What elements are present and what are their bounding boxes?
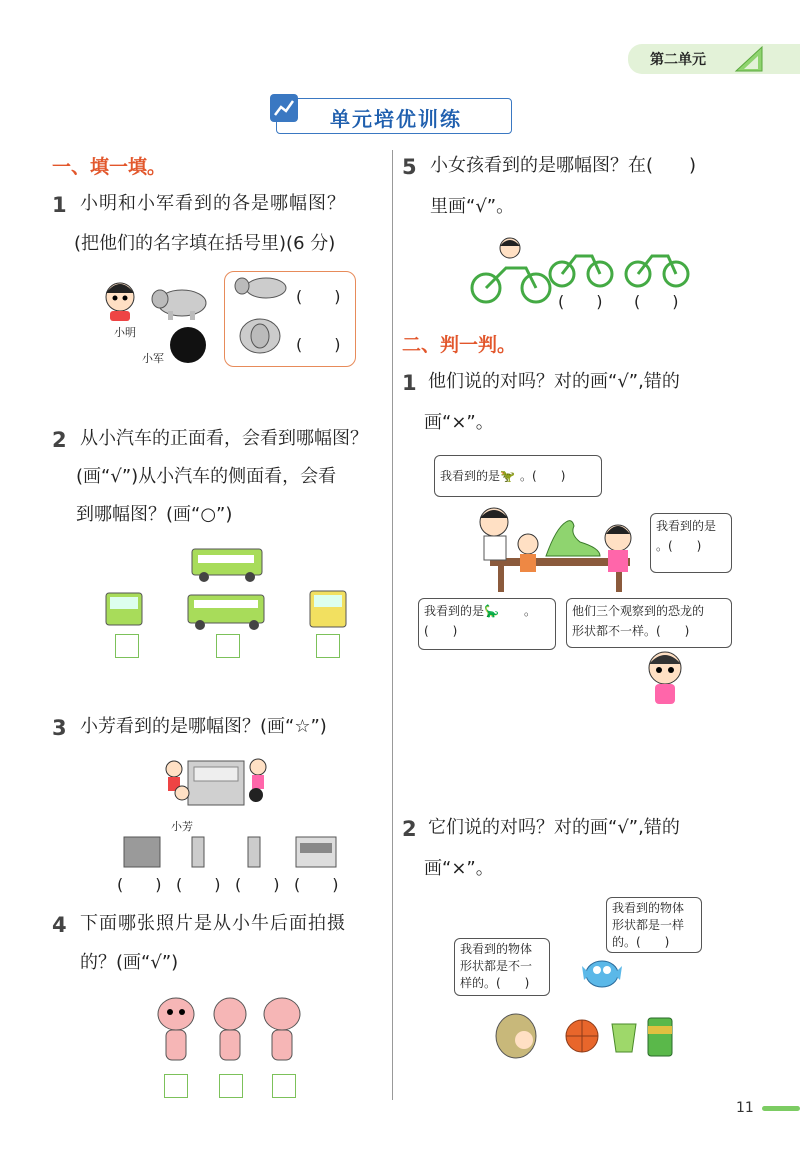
bubble-a-text: 我看到的是 [440,469,501,483]
car-front-view [106,593,142,625]
car-side-top [192,549,262,582]
s2-q1-bubble-d [566,598,732,648]
column-divider [392,150,393,1100]
bubble-c-end: 。 [524,604,537,618]
bubble-a-paren[interactable]: 。( ) [520,469,566,483]
calf-side [214,998,246,1060]
section-2-heading: 二、判一判。 [402,334,517,356]
q1-number: 1 [52,193,67,217]
name-xiaofang: 小芳 [171,820,193,833]
q2-line2: (画“√”)从小汽车的侧面看，会看 [76,466,337,487]
q2-line3: 到哪幅图？(画“○”) [76,504,233,525]
bird-icon [578,950,628,994]
section-1-heading: 一、填一填。 [52,156,167,178]
can-icon [648,1018,672,1056]
q1-line1: 小明和小军看到的各是哪幅图？ [80,193,346,214]
s2-q1-bubble-a [434,455,602,497]
q3-line1: 小芳看到的是哪幅图？(画“☆”) [80,716,327,737]
q4-line1: 下面哪张照片是从小牛后面拍摄 [80,913,346,934]
bike-option-1 [550,256,612,286]
bubble-c-text: 我看到的是 [424,604,485,618]
name-xiaoming: 小明 [114,326,136,339]
q3-paren-2[interactable]: ( ) [176,875,221,894]
q3-paren-3[interactable]: ( ) [235,875,280,894]
bubble-b-line2: 形状都是不一 [460,959,533,973]
s2-q1-bubble-b [650,513,732,573]
s2-q1-bubble-c [418,598,556,650]
bubble-a-line2: 形状都是一样 [612,918,685,932]
car-side-view [188,595,264,630]
ruler-deco-icon [734,45,764,73]
name-xiaojun: 小军 [142,352,164,365]
bubble-c-paren[interactable]: ( ) [424,624,458,638]
q2-line1: 从小汽车的正面看，会看到哪幅图？ [80,428,368,449]
s2-q1-line1: 他们说的对吗？对的画“√”,错的 [428,371,680,392]
q4-number: 4 [52,913,67,937]
q2-car-illustration [100,545,365,635]
q4-answer-box-3[interactable] [272,1074,296,1098]
bubble-d-line2[interactable]: 形状都不一样。( ) [572,624,690,638]
s2-q2-number: 2 [402,817,417,841]
elephant-options-icon [230,274,290,364]
q1-line2: (把他们的名字填在括号里)(6 分) [74,233,336,254]
car-back-view [310,591,346,627]
q3-piano-illustration [160,755,275,817]
q3-number: 3 [52,716,67,740]
fairy-mascot-illustration [640,646,690,712]
bubble-d-line1: 他们三个观察到的恐龙的 [572,604,705,618]
girl-on-bike [472,238,550,302]
s2-q2-line2: 画“×”。 [424,858,494,879]
bubble-b-line1: 我看到的物体 [460,942,533,956]
bucket-icon [612,1024,636,1052]
q5-number: 5 [402,155,417,179]
unit-label: 第二单元 [650,52,706,68]
xiaojun-back-figure [170,327,206,363]
q4-answer-box-1[interactable] [164,1074,188,1098]
q2-number: 2 [52,428,67,452]
q1-paren-2[interactable]: ( ) [296,335,341,354]
page-number: 11 [736,1100,754,1116]
q4-answer-box-2[interactable] [219,1074,243,1098]
q3-paren-4[interactable]: ( ) [294,875,339,894]
q2-answer-box-1[interactable] [115,634,139,658]
bubble-b-line3[interactable]: 样的。( ) [460,976,530,990]
bubble-a-line3[interactable]: 的。( ) [612,935,670,949]
s2-q1-kids-table-illustration [470,498,640,594]
page-number-bar [762,1106,800,1111]
trend-icon [270,94,298,122]
bubble-b-paren[interactable]: 。( ) [656,539,702,553]
q5-paren-2[interactable]: ( ) [634,292,679,311]
s2-q1-line2: 画“×”。 [424,412,494,433]
q5-line2: 里画“√”。 [430,196,515,217]
q5-line1: 小女孩看到的是哪幅图？在( ) [430,155,697,176]
s2-q2-bubble-a [606,897,702,953]
calf-front [158,998,194,1060]
s2-q1-number: 1 [402,371,417,395]
bubble-b-text: 我看到的是 [656,519,717,533]
q5-paren-1[interactable]: ( ) [558,292,603,311]
xiaoming-figure [106,283,134,321]
s2-q2-objects-illustration [494,1004,684,1062]
unit-tab [628,44,800,74]
q1-paren-1[interactable]: ( ) [296,287,341,306]
hedgehog-icon [496,1014,536,1058]
q3-options-illustration [120,835,340,869]
dino-side-icon: 🦕 [484,604,499,618]
bubble-a-line1: 我看到的物体 [612,901,685,915]
q4-line2: 的？(画“√”) [80,952,179,973]
s2-q2-line1: 它们说的对吗？对的画“√”,错的 [428,817,680,838]
banner-title: 单元培优训练 [330,107,462,131]
elephant-side-a [152,290,206,320]
section-banner [270,94,514,136]
q2-answer-box-2[interactable] [216,634,240,658]
s2-q2-bubble-b [454,938,550,996]
dino-front-icon: 🦖 [500,469,515,483]
q4-calf-illustration [150,992,310,1064]
q2-answer-box-3[interactable] [316,634,340,658]
q3-paren-1[interactable]: ( ) [117,875,162,894]
basketball-icon [566,1020,598,1052]
calf-back [264,998,300,1060]
bike-option-2 [626,256,688,286]
